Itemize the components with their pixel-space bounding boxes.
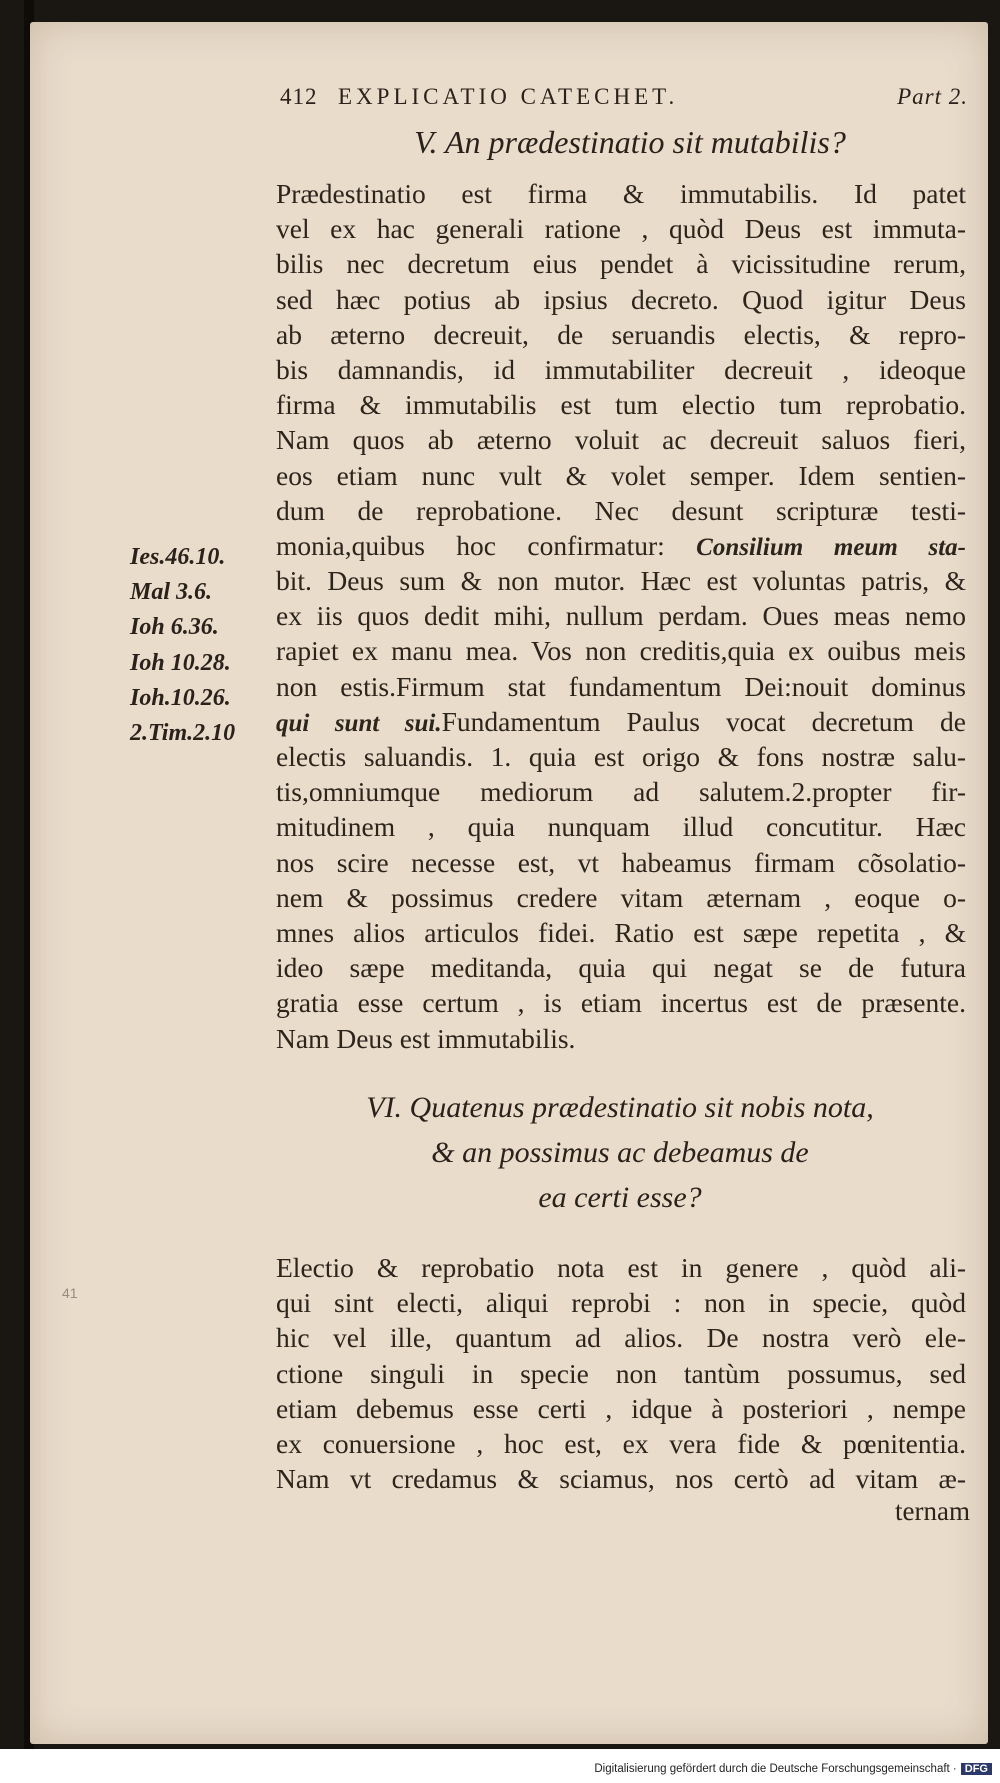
- text-line: ideo sæpe meditanda, quia qui negat se de futura: [276, 952, 966, 984]
- text-line: qui sint electi, aliqui reprobi : non in specie, quòd: [276, 1287, 966, 1319]
- catchword: ternam: [895, 1496, 970, 1526]
- margin-reference: Ioh 10.28.: [130, 649, 231, 676]
- part-label: Part 2.: [897, 84, 968, 109]
- text-line: [276, 528, 966, 563]
- text-line: etiam debemus esse certi , idque à posteriori , nempe: [276, 1392, 966, 1424]
- scripture-quote: Consilium meum sta-: [696, 533, 967, 561]
- running-title: EXPLICATIO CATECHET.: [338, 84, 679, 109]
- text-line: ctione singuli in specie non tantùm possumus, sed: [276, 1357, 966, 1389]
- margin-references: [130, 540, 280, 751]
- text-line: gratia esse certum , is etiam incertus est de præsente.: [276, 987, 966, 1019]
- dfg-logo: DFG: [961, 1763, 992, 1775]
- text-line: bis damnandis, id immutabiliter decreuit , ideoque: [276, 353, 966, 385]
- text-line: mitudinem , quia nunquam illud concutitur. Hæc: [276, 811, 966, 843]
- text-line: ex conuersione , hoc est, ex vera fide & pœnitentia.: [276, 1427, 966, 1459]
- scripture-quote: qui sunt sui.: [276, 709, 442, 737]
- section-6-title-line: & an possimus ac debeamus de: [431, 1136, 809, 1169]
- text-line: ab æterno decreuit, de seruandis electis, & repro-: [276, 318, 966, 350]
- pencil-mark: 41: [62, 1285, 78, 1301]
- text-line: sed hæc potius ab ipsius decreto. Quod igitur Deus: [276, 283, 966, 315]
- running-header: [280, 84, 968, 118]
- text-line: nem & possimus credere vitam æternam , eoque o-: [276, 881, 966, 913]
- margin-reference: Ies.46.10.: [130, 544, 226, 570]
- text-line: vel ex hac generali ratione , quòd Deus est immuta-: [276, 213, 966, 245]
- scripture-quote-line: bit. Deus sum & non mutor. Hæc est voluntas patris, &: [276, 565, 966, 597]
- scripture-quote-line: non estis.Firmum stat fundamentum Dei:nouit dominus: [276, 670, 966, 702]
- text-line: electis saluandis. 1. quia est origo & fons nostræ salu-: [276, 741, 966, 772]
- text-line: Nam vt credamus & sciamus, nos certò ad vitam æ-: [276, 1463, 966, 1495]
- text-line: Nam Deus est immutabilis.: [276, 1022, 576, 1054]
- section-6-body: [276, 1250, 966, 1496]
- text-line: dum de reprobatione. Nec desunt scripturæ testi-: [276, 494, 966, 526]
- text-line: nos scire necesse est, vt habeamus firmam cõsolatio-: [276, 846, 966, 878]
- text-line: firma & immutabilis est tum electio tum reprobatio.: [276, 389, 966, 421]
- margin-reference: Ioh 6.36.: [130, 614, 219, 641]
- section-6-title-line: VI. Quatenus prædestinatio sit nobis nota,: [366, 1091, 874, 1124]
- margin-reference: 2.Tim.2.10: [130, 719, 236, 746]
- text-line: tis,omniumque mediorum ad salutem.2.propter fir-: [276, 776, 966, 808]
- scripture-quote-line: rapiet ex manu mea. Vos non creditis,quia ex ouibus meis: [276, 635, 966, 667]
- page-number: 412: [280, 84, 318, 109]
- text-line: [276, 704, 966, 739]
- section-5-body: [276, 176, 966, 1056]
- text-line: Prædestinatio est firma & immutabilis. Id patet: [276, 178, 966, 209]
- text-line: Electio & reprobatio nota est in genere , quòd ali-: [276, 1252, 966, 1283]
- text-line: eos etiam nunc vult & volet semper. Idem sentien-: [276, 459, 966, 491]
- text-line: hic vel ille, quantum ad alios. De nostra verò ele-: [276, 1322, 966, 1354]
- credit-text: Digitalisierung gefördert durch die Deutsche Forschungsgemeinschaft ·: [594, 1763, 957, 1775]
- text-segment: Fundamentum Paulus vocat decretum de: [441, 705, 966, 737]
- text-line: Nam quos ab æterno voluit ac decreuit saluos fieri,: [276, 424, 966, 456]
- text-line: bilis nec decretum eius pendet à vicissitudine rerum,: [276, 248, 966, 280]
- text-line: mnes alios articulos fidei. Ratio est sæpe repetita , &: [276, 916, 966, 948]
- digitization-credit: [594, 1763, 992, 1775]
- margin-reference: Mal 3.6.: [130, 579, 213, 606]
- section-5-title: V. An prædestinatio sit mutabilis?: [414, 124, 846, 160]
- section-6-title-line: ea certi esse?: [538, 1181, 702, 1214]
- section-6-title: [300, 1085, 940, 1220]
- margin-reference: Ioh.10.26.: [130, 684, 231, 711]
- scripture-quote-line: ex iis quos dedit mihi, nullum perdam. Oues meas nemo: [276, 600, 966, 632]
- text-segment: monia,quibus hoc confirmatur:: [276, 529, 665, 561]
